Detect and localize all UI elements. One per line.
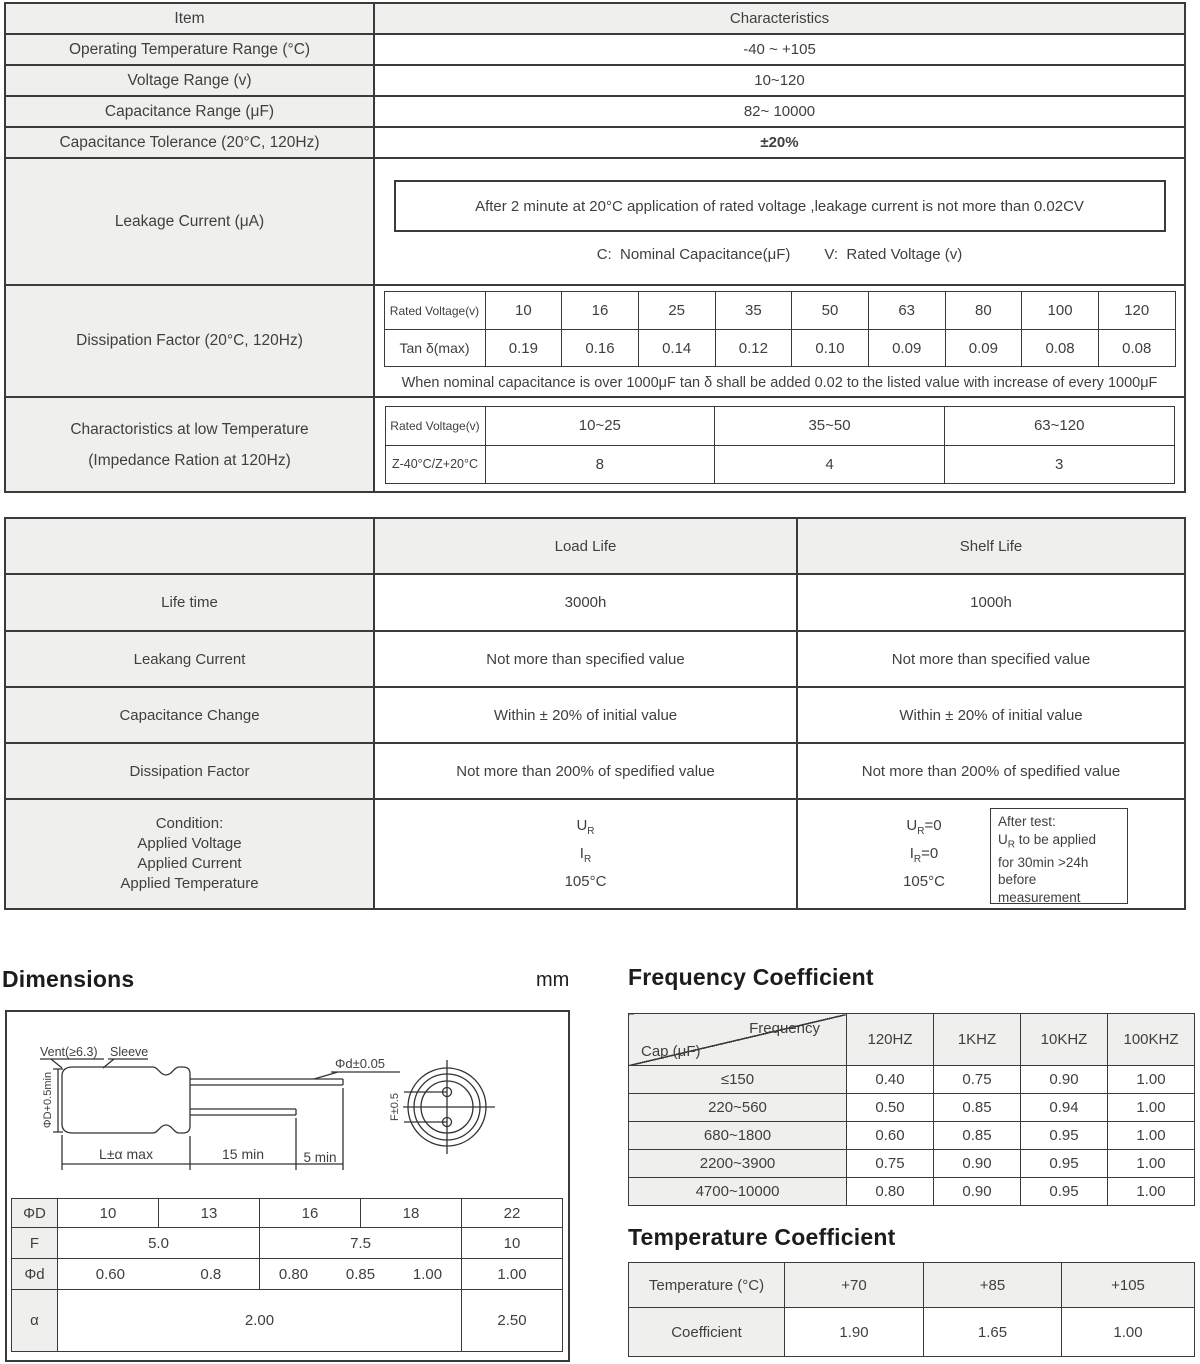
low-temp-voltage-row	[386, 407, 1174, 445]
row-label	[6, 398, 375, 491]
corner-cap-label: Cap (μF)	[641, 1043, 701, 1060]
dim-value: 16	[260, 1199, 361, 1228]
row-value: -40 ~ +105	[743, 41, 816, 58]
temperature-value: +85	[924, 1263, 1062, 1308]
load-value: 3000h	[375, 575, 798, 630]
dim-label-phid: Φd	[12, 1259, 58, 1290]
capacitor-body-outline	[62, 1067, 190, 1133]
coefficient-value: 0.60	[847, 1122, 934, 1150]
dim-value: 10	[58, 1199, 159, 1228]
coefficient-value: 0.95	[1021, 1150, 1108, 1178]
dim-row-diameter	[12, 1199, 563, 1228]
coefficient-value: 0.95	[1021, 1122, 1108, 1150]
dim-value: 18	[361, 1199, 462, 1228]
spec-row-capacitance-range	[6, 97, 1184, 128]
shelf-condition	[798, 800, 1184, 908]
row-label: Dissipation Factor (20°C, 120Hz)	[6, 286, 375, 396]
dissipation-cell	[375, 286, 1184, 396]
lead-diameter-leader	[314, 1072, 400, 1079]
tan-value: 0.09	[869, 330, 946, 366]
shelf-current: $I_R=0$	[909, 845, 939, 865]
after-test-line: before	[998, 872, 1037, 888]
dim-value-group: 0.80 0.85 1.00	[260, 1259, 462, 1290]
row-label: Voltage Range (v)	[6, 66, 375, 95]
frequency-row	[629, 1094, 1195, 1122]
dim-row-lead-diameter	[12, 1259, 563, 1290]
sleeve-label: Sleeve	[110, 1045, 149, 1059]
frequency-table	[628, 1013, 1195, 1206]
temperature-coefficient-title: Temperature Coefficient	[628, 1224, 896, 1250]
after-test-line: measurement	[998, 889, 1081, 905]
condition-label	[6, 800, 375, 908]
voltage-value: 80	[946, 292, 1023, 329]
voltage-range: 10~25	[486, 407, 716, 445]
dim-label-phiD: ΦD	[12, 1199, 58, 1228]
coefficient-value: 0.85	[934, 1122, 1021, 1150]
load-value: Not more than specified value	[375, 632, 798, 686]
low-temp-label-line2: (Impedance Ration at 120Hz)	[88, 451, 291, 469]
voltage-value: 100	[1022, 292, 1099, 329]
temperature-value: +105	[1062, 1263, 1195, 1308]
coefficient-value: 0.85	[934, 1094, 1021, 1122]
voltage-value: 25	[639, 292, 716, 329]
spec-header-row	[6, 4, 1184, 35]
dim-value: 1.00	[462, 1259, 563, 1290]
after-test-line: for 30min >24h	[998, 854, 1089, 870]
load-current: $I_R$	[579, 845, 592, 865]
frequency-coefficient-title: Frequency Coefficient	[628, 964, 874, 990]
coefficient-value: 0.75	[847, 1150, 934, 1178]
body-diameter-label: ΦD+0.5min	[42, 1071, 54, 1129]
cap-range: 2200~3900	[629, 1150, 847, 1178]
spec-header-characteristics: Characteristics	[375, 4, 1184, 33]
dimensions-unit: mm	[536, 969, 570, 991]
leakage-cell	[375, 159, 1184, 284]
cap-range: 220~560	[629, 1094, 847, 1122]
life-header-blank	[6, 519, 375, 573]
capacitor-drawing	[7, 1012, 566, 1194]
coefficient-value: 1.00	[1062, 1308, 1195, 1357]
spec-row-tolerance	[6, 128, 1184, 159]
shelf-temperature: 105°C	[903, 873, 945, 890]
coefficient-value: 1.00	[1108, 1150, 1195, 1178]
coefficient-value: 0.80	[847, 1178, 934, 1206]
row-label: Leakang Current	[6, 632, 375, 686]
bottom-lead	[190, 1109, 296, 1115]
after-test-line: After test:	[998, 814, 1056, 829]
dim-value-group: 0.60 0.8	[58, 1259, 260, 1290]
ratio-value: 8	[486, 446, 716, 483]
low-temp-table	[385, 406, 1175, 484]
coefficient-value: 1.00	[1108, 1066, 1195, 1094]
dim-value: 10	[462, 1228, 563, 1259]
frequency-header: 1KHZ	[934, 1014, 1021, 1066]
temperature-value: +70	[785, 1263, 924, 1308]
dim-row-alpha	[12, 1290, 563, 1352]
row-value: 82~ 10000	[743, 103, 816, 120]
rated-voltage-label: Rated Voltage(v)	[386, 407, 486, 445]
frequency-row	[629, 1150, 1195, 1178]
coefficient-value: 0.90	[934, 1178, 1021, 1206]
frequency-header: 120HZ	[847, 1014, 934, 1066]
dimensions-table	[11, 1198, 563, 1352]
load-voltage: $U_R$	[576, 817, 595, 837]
shelf-value: Within ± 20% of initial value	[899, 706, 1083, 724]
dim-value: 2.00	[58, 1290, 462, 1352]
coefficient-row-label: Coefficient	[629, 1308, 785, 1357]
load-life-header: Load Life	[375, 519, 798, 573]
low-temp-ratio-row	[386, 445, 1174, 483]
low-temp-label-line1: Charactoristics at low Temperature	[70, 420, 309, 438]
temperature-row-label: Temperature (°C)	[629, 1263, 785, 1308]
load-value: Not more than 200% of spedified value	[375, 744, 798, 798]
cap-range: 680~1800	[629, 1122, 847, 1150]
dimensions-box	[5, 1010, 570, 1362]
ratio-value: 4	[715, 446, 945, 483]
tan-value: 0.09	[946, 330, 1023, 366]
leakage-note-box: After 2 minute at 20°C application of rated voltage ,leakage current is not more than 0.02CV	[394, 180, 1166, 232]
life-row-lifetime	[6, 575, 1184, 632]
condition-line: Applied Current	[137, 855, 242, 872]
frequency-row	[629, 1178, 1195, 1206]
dim-label-f: F	[12, 1228, 58, 1259]
spec-row-leakage	[6, 159, 1184, 286]
dim-value: 13	[159, 1199, 260, 1228]
load-temperature: 105°C	[564, 873, 607, 890]
dissipation-voltage-row	[385, 292, 1175, 329]
coefficient-value: 0.94	[1021, 1094, 1108, 1122]
cap-range: 4700~10000	[629, 1178, 847, 1206]
row-value: ±20%	[760, 134, 799, 151]
row-value: 10~120	[754, 72, 805, 89]
coefficient-value: 1.00	[1108, 1122, 1195, 1150]
legend-voltage: V: Rated Voltage (v)	[824, 246, 963, 263]
frequency-header: 10KHZ	[1021, 1014, 1108, 1066]
frequency-row	[629, 1066, 1195, 1094]
body-length-label: L±α max	[99, 1146, 153, 1162]
life-row-leakage	[6, 632, 1184, 688]
life-header-row	[6, 519, 1184, 575]
condition-line: Applied Voltage	[137, 835, 242, 852]
coefficient-row	[629, 1308, 1195, 1357]
dissipation-table	[384, 291, 1176, 367]
spec-row-temp-range	[6, 35, 1184, 66]
tan-value: 0.08	[1122, 339, 1152, 357]
impedance-ratio-label: Z-40°C/Z+20°C	[386, 446, 486, 483]
dim-value: 7.5	[260, 1228, 462, 1259]
voltage-value: 63	[869, 292, 946, 329]
row-label: Dissipation Factor	[6, 744, 375, 798]
life-row-dissipation	[6, 744, 1184, 800]
life-row-capacitance-change	[6, 688, 1184, 744]
vent-label: Vent(≥6.3)	[40, 1045, 98, 1059]
coefficient-value: 0.50	[847, 1094, 934, 1122]
voltage-range: 63~120	[1033, 417, 1085, 434]
leakage-legend	[597, 246, 963, 263]
top-lead	[190, 1079, 343, 1085]
pitch-label: F±0.5	[389, 1092, 401, 1122]
tan-value: 0.08	[1022, 330, 1099, 366]
corner-frequency-label: Frequency	[749, 1020, 820, 1037]
spec-table	[4, 2, 1186, 493]
voltage-value: 10	[486, 292, 563, 329]
lead-diameter-label: Φd±0.05	[335, 1056, 386, 1071]
row-label: Leakage Current (μA)	[6, 159, 375, 284]
tan-value: 0.10	[792, 330, 869, 366]
condition-line: Condition:	[155, 815, 224, 832]
spec-row-dissipation	[6, 286, 1184, 398]
row-label: Capacitance Tolerance (20°C, 120Hz)	[6, 128, 375, 157]
spec-row-voltage-range	[6, 66, 1184, 97]
temperature-table	[628, 1262, 1195, 1357]
row-label: Capacitance Range (μF)	[6, 97, 375, 126]
dissipation-note: When nominal capacitance is over 1000μF tan δ shall be added 0.02 to the listed value with increase of every 1000μF	[401, 375, 1158, 391]
shelf-voltage: $U_R=0$	[906, 817, 942, 837]
dim-label-alpha: α	[12, 1290, 58, 1352]
dim-row-pitch	[12, 1228, 563, 1259]
frequency-row	[629, 1122, 1195, 1150]
spec-row-low-temp	[6, 398, 1184, 491]
frequency-header: 100KHZ	[1108, 1014, 1195, 1066]
tan-delta-label: Tan δ(max)	[385, 330, 486, 366]
frequency-header-row	[629, 1014, 1195, 1066]
coefficient-value: 0.90	[1021, 1066, 1108, 1094]
life-table	[4, 517, 1186, 910]
after-test-line: $U_R$ to be applied	[998, 831, 1097, 851]
coefficient-value: 0.95	[1021, 1178, 1108, 1206]
tan-value: 0.12	[716, 330, 793, 366]
load-condition	[375, 800, 798, 908]
condition-line: Applied Temperature	[120, 875, 259, 892]
voltage-value: 120	[1124, 302, 1150, 319]
rated-voltage-label: Rated Voltage(v)	[385, 292, 486, 329]
temperature-header-row	[629, 1263, 1195, 1308]
voltage-value: 16	[562, 292, 639, 329]
life-row-condition	[6, 800, 1184, 908]
voltage-value: 35	[716, 292, 793, 329]
lead-tip-label: 5 min	[303, 1150, 337, 1165]
lead-length-label: 15 min	[221, 1146, 265, 1162]
tan-value: 0.16	[562, 330, 639, 366]
coefficient-value: 1.90	[785, 1308, 924, 1357]
tan-value: 0.14	[639, 330, 716, 366]
dim-value: 2.50	[462, 1290, 563, 1352]
coefficient-value: 1.00	[1108, 1178, 1195, 1206]
voltage-range: 35~50	[715, 407, 945, 445]
coefficient-value: 0.75	[934, 1066, 1021, 1094]
legend-capacitance: C: Nominal Capacitance(μF)	[596, 246, 791, 263]
row-label: Operating Temperature Range (°C)	[6, 35, 375, 64]
frequency-corner-cell	[629, 1014, 847, 1066]
coefficient-value: 0.40	[847, 1066, 934, 1094]
load-value: Within ± 20% of initial value	[375, 688, 798, 742]
coefficient-value: 1.00	[1108, 1094, 1195, 1122]
row-label: Life time	[6, 575, 375, 630]
dim-value: 5.0	[58, 1228, 260, 1259]
shelf-value: 1000h	[970, 594, 1012, 611]
row-label: Capacitance Change	[6, 688, 375, 742]
dissipation-tan-row	[385, 329, 1175, 366]
coefficient-value: 1.65	[924, 1308, 1062, 1357]
low-temp-cell	[375, 398, 1184, 491]
shelf-value: Not more than 200% of spedified value	[861, 762, 1121, 780]
cap-range: ≤150	[629, 1066, 847, 1094]
dimensions-title: Dimensions	[2, 966, 135, 992]
coefficient-value: 0.90	[934, 1150, 1021, 1178]
shelf-value: Not more than specified value	[891, 650, 1091, 668]
ratio-value: 3	[1055, 455, 1064, 473]
voltage-value: 50	[792, 292, 869, 329]
shelf-life-header: Shelf Life	[798, 519, 1184, 573]
after-test-note-box	[990, 808, 1128, 904]
dim-value: 22	[462, 1199, 563, 1228]
spec-header-item: Item	[6, 4, 375, 33]
tan-value: 0.19	[486, 330, 563, 366]
